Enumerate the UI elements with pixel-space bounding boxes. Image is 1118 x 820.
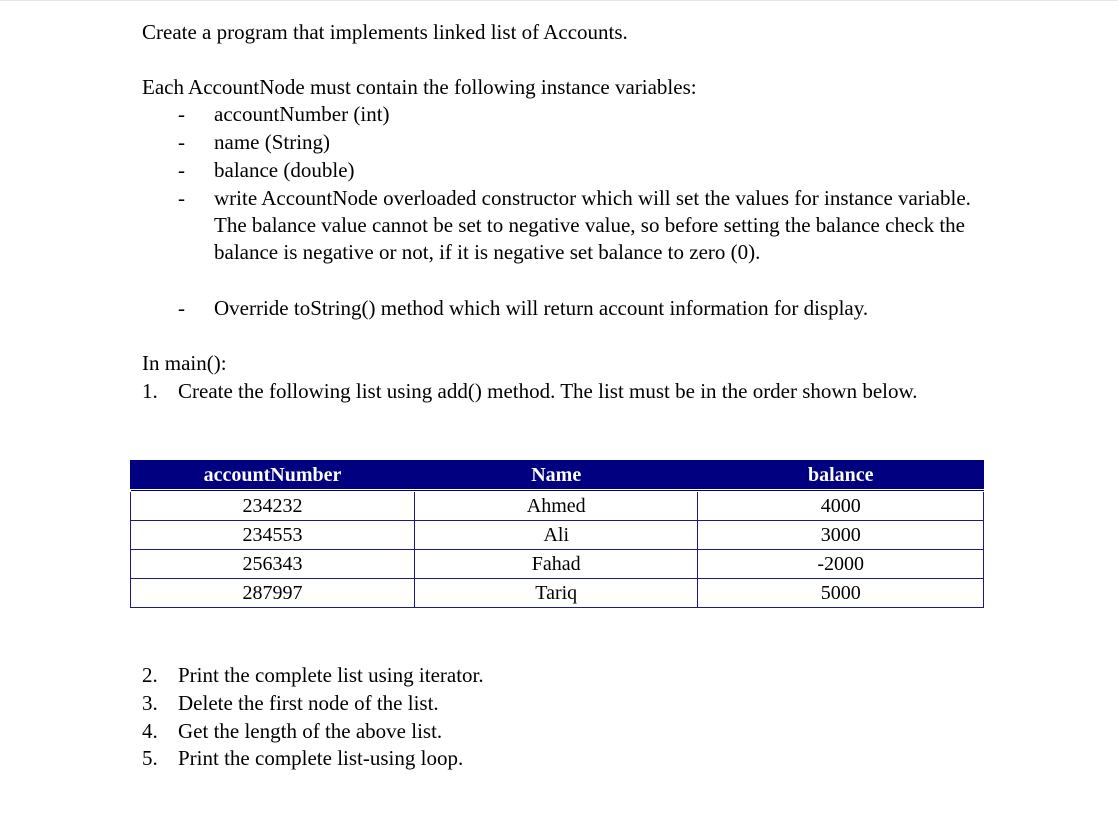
cell-name: Ali [415,521,698,550]
cell-balance: 4000 [698,491,984,521]
main-heading: In main(): [142,351,227,375]
cell-account-number: 287997 [131,579,415,608]
step-item [142,662,982,690]
bullet-marker: - [178,158,185,182]
table-row [131,579,984,608]
intro-paragraph: Create a program that implements linked list of Accounts. [142,20,628,44]
step-text: Create the following list using add() method. The list must be in the order shown below. [178,379,918,403]
bullet-marker: - [178,102,185,126]
bullet-item [142,101,1002,128]
bullet-text: name (String) [214,130,331,154]
bullet-item [142,157,1002,184]
page-top-rule [0,0,1118,1]
bullet-text: balance (double) [214,158,355,182]
node-heading: Each AccountNode must contain the following instance variables: [142,75,697,99]
bullet-marker: - [178,186,185,210]
step-number: 5. [142,746,158,770]
table-row [131,550,984,579]
bullet-text: accountNumber (int) [214,102,390,126]
bullet-marker: - [178,130,185,154]
step-number: 4. [142,719,158,743]
cell-account-number: 234553 [131,521,415,550]
table-row [131,521,984,550]
step-item [142,378,982,406]
step-text: Delete the first node of the list. [178,691,439,715]
cell-name: Fahad [415,550,698,579]
step-item [142,745,982,773]
step-number: 3. [142,691,158,715]
cell-balance: 3000 [698,521,984,550]
step-text: Print the complete list-using loop. [178,746,464,770]
accounts-table [130,460,984,608]
step-item [142,690,982,718]
cell-account-number: 234232 [131,491,415,521]
column-header-balance: balance [698,461,984,491]
step-item [142,718,982,746]
step-number: 2. [142,663,158,687]
step-text: Get the length of the above list. [178,719,443,743]
step-text: Print the complete list using iterator. [178,663,484,687]
step-number: 1. [142,379,158,403]
bullet-item [142,295,1002,322]
cell-account-number: 256343 [131,550,415,579]
bullet-item [142,129,1002,156]
cell-name: Tariq [415,579,698,608]
bullet-text: write AccountNode overloaded constructor which will set the values for instance variable. The balance value cannot be set to negative value, so before setting the balance check the balance is negative or not, if it is negative set balance to zero (0). [214,186,971,264]
table-row [131,491,984,521]
cell-name: Ahmed [415,491,698,521]
cell-balance: 5000 [698,579,984,608]
bullet-marker: - [178,296,185,320]
cell-balance: -2000 [698,550,984,579]
table-header-row [131,461,984,491]
column-header-name: Name [415,461,698,491]
bullet-item [142,185,1002,266]
column-header-accountnumber: accountNumber [131,461,415,491]
bullet-text: Override toString() method which will return account information for display. [214,296,869,320]
